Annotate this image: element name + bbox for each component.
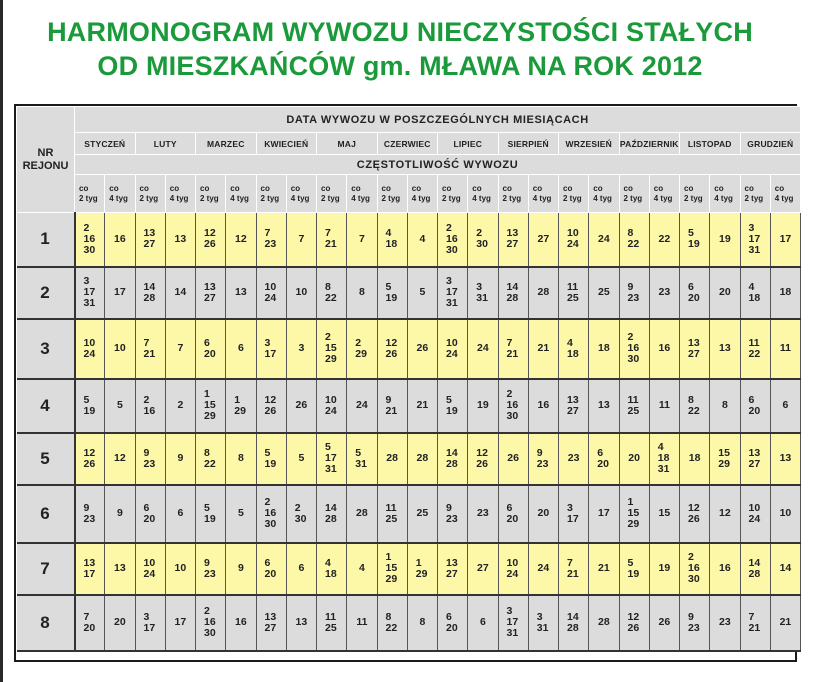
date-cell: 6 20 (256, 543, 286, 595)
date-cell: 13 27 (498, 213, 528, 267)
date-cell: 7 21 (317, 213, 347, 267)
date-cell: 19 (649, 543, 679, 595)
date-cell: 4 (407, 213, 437, 267)
date-cell: 13 (226, 267, 256, 319)
table-row (17, 267, 801, 319)
month-header-10: LISTOPAD (680, 133, 741, 155)
date-cell: 4 18 (559, 319, 589, 379)
date-cell: 11 25 (619, 379, 649, 433)
date-cell: 11 (649, 379, 679, 433)
date-cell: 21 (528, 319, 558, 379)
date-cell: 12 (105, 433, 135, 485)
date-cell: 23 (649, 267, 679, 319)
freq-4-weeks: co 4 tyg (347, 175, 377, 213)
date-cell: 8 (407, 595, 437, 651)
date-cell: 3 17 31 (498, 595, 528, 651)
date-cell: 9 23 (75, 485, 105, 543)
date-cell: 20 (710, 267, 740, 319)
freq-2-weeks: co 2 tyg (135, 175, 165, 213)
date-cell: 19 (710, 213, 740, 267)
date-cell: 8 (710, 379, 740, 433)
date-cell: 12 (226, 213, 256, 267)
date-cell: 26 (407, 319, 437, 379)
freq-4-weeks: co 4 tyg (710, 175, 740, 213)
date-cell: 8 22 (377, 595, 407, 651)
date-cell: 9 23 (528, 433, 558, 485)
date-cell: 18 (589, 319, 619, 379)
freq-2-weeks: co 2 tyg (317, 175, 347, 213)
month-header-8: WRZESIEŃ (559, 133, 620, 155)
date-cell: 8 22 (317, 267, 347, 319)
date-cell: 3 31 (528, 595, 558, 651)
date-cell: 13 (165, 213, 195, 267)
region-number: 1 (17, 213, 75, 267)
date-cell: 21 (770, 595, 800, 651)
date-cell: 28 (589, 595, 619, 651)
date-cell: 7 21 (740, 595, 770, 651)
date-cell: 12 26 (619, 595, 649, 651)
date-cell: 6 (226, 319, 256, 379)
date-cell: 21 (589, 543, 619, 595)
month-header-6: LIPIEC (438, 133, 499, 155)
date-cell: 16 (528, 379, 558, 433)
freq-4-weeks: co 4 tyg (528, 175, 558, 213)
date-cell: 3 (286, 319, 316, 379)
nr-rejonu-header (17, 107, 75, 213)
freq-4-weeks: co 4 tyg (286, 175, 316, 213)
date-cell: 6 20 (135, 485, 165, 543)
table-row (17, 595, 801, 651)
schedule-body (17, 213, 801, 651)
date-cell: 5 19 (256, 433, 286, 485)
date-cell: 5 19 (680, 213, 710, 267)
date-cell: 10 24 (135, 543, 165, 595)
date-cell: 21 (407, 379, 437, 433)
table-row (17, 379, 801, 433)
month-header-1: LUTY (135, 133, 196, 155)
date-cell: 13 27 (135, 213, 165, 267)
freq-2-weeks: co 2 tyg (619, 175, 649, 213)
date-cell: 13 27 (256, 595, 286, 651)
date-cell: 14 28 (135, 267, 165, 319)
date-cell: 14 28 (498, 267, 528, 319)
date-cell: 26 (498, 433, 528, 485)
date-cell: 5 17 31 (317, 433, 347, 485)
date-cell: 10 24 (559, 213, 589, 267)
month-header-3: KWIECIEŃ (256, 133, 317, 155)
date-cell: 5 31 (347, 433, 377, 485)
date-cell: 13 17 (75, 543, 105, 595)
region-number: 3 (17, 319, 75, 379)
date-cell: 9 23 (438, 485, 468, 543)
date-cell: 10 24 (740, 485, 770, 543)
freq-2-weeks: co 2 tyg (256, 175, 286, 213)
date-cell: 17 (105, 267, 135, 319)
date-cell: 6 20 (589, 433, 619, 485)
freq-2-weeks: co 2 tyg (196, 175, 226, 213)
left-edge-rule (0, 0, 3, 682)
date-cell: 6 20 (438, 595, 468, 651)
date-cell: 9 23 (619, 267, 649, 319)
freq-4-weeks: co 4 tyg (407, 175, 437, 213)
date-cell: 2 30 (286, 485, 316, 543)
date-cell: 8 (226, 433, 256, 485)
freq-2-weeks: co 2 tyg (75, 175, 105, 213)
date-cell: 12 26 (377, 319, 407, 379)
date-cell: 5 (286, 433, 316, 485)
date-cell: 5 19 (619, 543, 649, 595)
date-cell: 10 (286, 267, 316, 319)
date-cell: 24 (468, 319, 498, 379)
date-cell: 23 (710, 595, 740, 651)
date-cell: 6 20 (498, 485, 528, 543)
date-cell: 5 19 (438, 379, 468, 433)
date-cell: 13 27 (196, 267, 226, 319)
date-cell: 2 30 (468, 213, 498, 267)
date-cell: 26 (286, 379, 316, 433)
date-cell: 2 16 30 (498, 379, 528, 433)
date-cell: 18 (770, 267, 800, 319)
date-cell: 23 (468, 485, 498, 543)
page-title-line-1: HARMONOGRAM WYWOZU NIECZYSTOŚCI STAŁYCH (47, 17, 753, 47)
date-cell: 6 (468, 595, 498, 651)
date-cell: 9 (105, 485, 135, 543)
month-header-9: PAŹDZIERNIK (619, 133, 680, 155)
rejonu-label: REJONU (22, 159, 69, 172)
date-cell: 8 (347, 267, 377, 319)
date-cell: 15 29 (710, 433, 740, 485)
month-header-5: CZERWIEC (377, 133, 438, 155)
date-cell: 16 (105, 213, 135, 267)
date-cell: 7 21 (559, 543, 589, 595)
date-cell: 1 15 29 (377, 543, 407, 595)
date-cell: 28 (407, 433, 437, 485)
date-cell: 18 (680, 433, 710, 485)
date-cell: 20 (619, 433, 649, 485)
region-number: 6 (17, 485, 75, 543)
date-cell: 4 18 (317, 543, 347, 595)
date-cell: 12 26 (256, 379, 286, 433)
date-cell: 1 29 (407, 543, 437, 595)
date-cell: 13 (710, 319, 740, 379)
date-cell: 1 15 29 (196, 379, 226, 433)
date-cell: 2 16 (135, 379, 165, 433)
date-cell: 7 (165, 319, 195, 379)
date-cell: 13 (770, 433, 800, 485)
date-cell: 3 17 (559, 485, 589, 543)
date-cell: 9 21 (377, 379, 407, 433)
freq-4-weeks: co 4 tyg (165, 175, 195, 213)
frequency-header-row (17, 175, 801, 213)
date-cell: 9 (226, 543, 256, 595)
date-cell: 25 (407, 485, 437, 543)
freq-2-weeks: co 2 tyg (498, 175, 528, 213)
table-row (17, 319, 801, 379)
date-cell: 11 25 (559, 267, 589, 319)
date-cell: 10 (770, 485, 800, 543)
date-cell: 2 16 30 (619, 319, 649, 379)
date-cell: 27 (468, 543, 498, 595)
date-cell: 17 (770, 213, 800, 267)
date-cell: 24 (528, 543, 558, 595)
date-cell: 11 25 (377, 485, 407, 543)
date-cell: 2 29 (347, 319, 377, 379)
freq-2-weeks: co 2 tyg (740, 175, 770, 213)
date-cell: 16 (649, 319, 679, 379)
date-cell: 12 26 (75, 433, 105, 485)
date-cell: 10 24 (438, 319, 468, 379)
date-cell: 14 28 (559, 595, 589, 651)
date-cell: 4 18 (740, 267, 770, 319)
month-header-2: MARZEC (196, 133, 257, 155)
date-cell: 12 26 (196, 213, 226, 267)
date-cell: 8 22 (619, 213, 649, 267)
freq-4-weeks: co 4 tyg (649, 175, 679, 213)
date-cell: 8 22 (196, 433, 226, 485)
region-number: 8 (17, 595, 75, 651)
freq-4-weeks: co 4 tyg (226, 175, 256, 213)
date-cell: 2 16 30 (680, 543, 710, 595)
date-cell: 28 (347, 485, 377, 543)
date-cell: 5 (226, 485, 256, 543)
freq-4-weeks: co 4 tyg (468, 175, 498, 213)
date-cell: 5 (105, 379, 135, 433)
date-cell: 24 (589, 213, 619, 267)
table-row (17, 433, 801, 485)
date-cell: 14 (165, 267, 195, 319)
date-cell: 10 24 (256, 267, 286, 319)
month-header-row (17, 133, 801, 155)
schedule-table (16, 106, 801, 652)
date-cell: 7 (347, 213, 377, 267)
month-header-4: MAJ (317, 133, 378, 155)
date-cell: 16 (710, 543, 740, 595)
date-cell: 6 20 (680, 267, 710, 319)
date-cell: 13 (589, 379, 619, 433)
table-row (17, 213, 801, 267)
date-cell: 9 23 (196, 543, 226, 595)
region-number: 7 (17, 543, 75, 595)
date-cell: 7 (286, 213, 316, 267)
date-cell: 20 (528, 485, 558, 543)
date-cell: 20 (105, 595, 135, 651)
date-cell: 3 17 31 (438, 267, 468, 319)
date-cell: 2 (165, 379, 195, 433)
date-cell: 10 24 (317, 379, 347, 433)
date-cell: 3 17 31 (740, 213, 770, 267)
region-number: 4 (17, 379, 75, 433)
date-cell: 9 23 (135, 433, 165, 485)
date-cell: 6 20 (740, 379, 770, 433)
date-cell: 3 31 (468, 267, 498, 319)
date-cell: 7 20 (75, 595, 105, 651)
date-cell: 11 25 (317, 595, 347, 651)
date-cell: 13 27 (559, 379, 589, 433)
date-cell: 2 16 30 (256, 485, 286, 543)
date-cell: 28 (528, 267, 558, 319)
date-cell: 7 21 (498, 319, 528, 379)
date-cell: 26 (649, 595, 679, 651)
date-cell: 22 (649, 213, 679, 267)
date-cell: 17 (589, 485, 619, 543)
freq-2-weeks: co 2 tyg (559, 175, 589, 213)
date-cell: 2 16 30 (438, 213, 468, 267)
date-cell: 8 22 (680, 379, 710, 433)
date-cell: 15 (649, 485, 679, 543)
date-cell: 7 21 (135, 319, 165, 379)
date-cell: 4 (347, 543, 377, 595)
date-cell: 25 (589, 267, 619, 319)
page-title-line-2: OD MIESZKAŃCÓW gm. MŁAWA NA ROK 2012 (97, 51, 703, 81)
data-wywozu-header: DATA WYWOZU W POSZCZEGÓLNYCH MIESIĄCACH (75, 107, 801, 133)
date-cell: 28 (377, 433, 407, 485)
date-cell: 27 (528, 213, 558, 267)
date-cell: 13 (286, 595, 316, 651)
freq-2-weeks: co 2 tyg (377, 175, 407, 213)
date-cell: 6 (165, 485, 195, 543)
date-cell: 12 (710, 485, 740, 543)
date-cell: 10 (165, 543, 195, 595)
month-header-0: STYCZEŃ (75, 133, 136, 155)
date-cell: 2 16 30 (75, 213, 105, 267)
date-cell: 3 17 (135, 595, 165, 651)
date-cell: 2 15 29 (317, 319, 347, 379)
date-cell: 3 17 (256, 319, 286, 379)
date-cell: 10 24 (75, 319, 105, 379)
date-cell: 9 (165, 433, 195, 485)
date-cell: 10 24 (498, 543, 528, 595)
region-number: 5 (17, 433, 75, 485)
date-cell: 12 26 (468, 433, 498, 485)
freq-4-weeks: co 4 tyg (770, 175, 800, 213)
date-cell: 14 28 (740, 543, 770, 595)
freq-4-weeks: co 4 tyg (589, 175, 619, 213)
date-cell: 6 (286, 543, 316, 595)
date-cell: 13 27 (680, 319, 710, 379)
date-cell: 19 (468, 379, 498, 433)
date-cell: 13 27 (438, 543, 468, 595)
date-cell: 11 (347, 595, 377, 651)
date-cell: 11 (770, 319, 800, 379)
date-cell: 12 26 (680, 485, 710, 543)
date-cell: 14 (770, 543, 800, 595)
date-cell: 23 (559, 433, 589, 485)
freq-2-weeks: co 2 tyg (438, 175, 468, 213)
table-row (17, 485, 801, 543)
month-header-7: SIERPIEŃ (498, 133, 559, 155)
date-cell: 1 29 (226, 379, 256, 433)
date-cell: 5 19 (196, 485, 226, 543)
date-cell: 9 23 (680, 595, 710, 651)
date-cell: 6 20 (196, 319, 226, 379)
region-number: 2 (17, 267, 75, 319)
nr-label: NR (37, 146, 54, 159)
date-cell: 16 (226, 595, 256, 651)
month-header-11: GRUDZIEŃ (740, 133, 801, 155)
date-cell: 2 16 30 (196, 595, 226, 651)
date-cell: 14 28 (317, 485, 347, 543)
date-cell: 13 27 (740, 433, 770, 485)
date-cell: 3 17 31 (75, 267, 105, 319)
table-row (17, 543, 801, 595)
date-cell: 7 23 (256, 213, 286, 267)
date-cell: 4 18 (377, 213, 407, 267)
date-cell: 5 19 (377, 267, 407, 319)
date-cell: 14 28 (438, 433, 468, 485)
date-cell: 13 (105, 543, 135, 595)
date-cell: 24 (347, 379, 377, 433)
date-cell: 5 19 (75, 379, 105, 433)
date-cell: 11 22 (740, 319, 770, 379)
freq-4-weeks: co 4 tyg (105, 175, 135, 213)
date-cell: 10 (105, 319, 135, 379)
date-cell: 1 15 29 (619, 485, 649, 543)
date-cell: 17 (165, 595, 195, 651)
date-cell: 5 (407, 267, 437, 319)
freq-2-weeks: co 2 tyg (680, 175, 710, 213)
date-cell: 4 18 31 (649, 433, 679, 485)
czestotliwosc-header: CZĘSTOTLIWOŚĆ WYWOZU (75, 155, 801, 175)
date-cell: 6 (770, 379, 800, 433)
